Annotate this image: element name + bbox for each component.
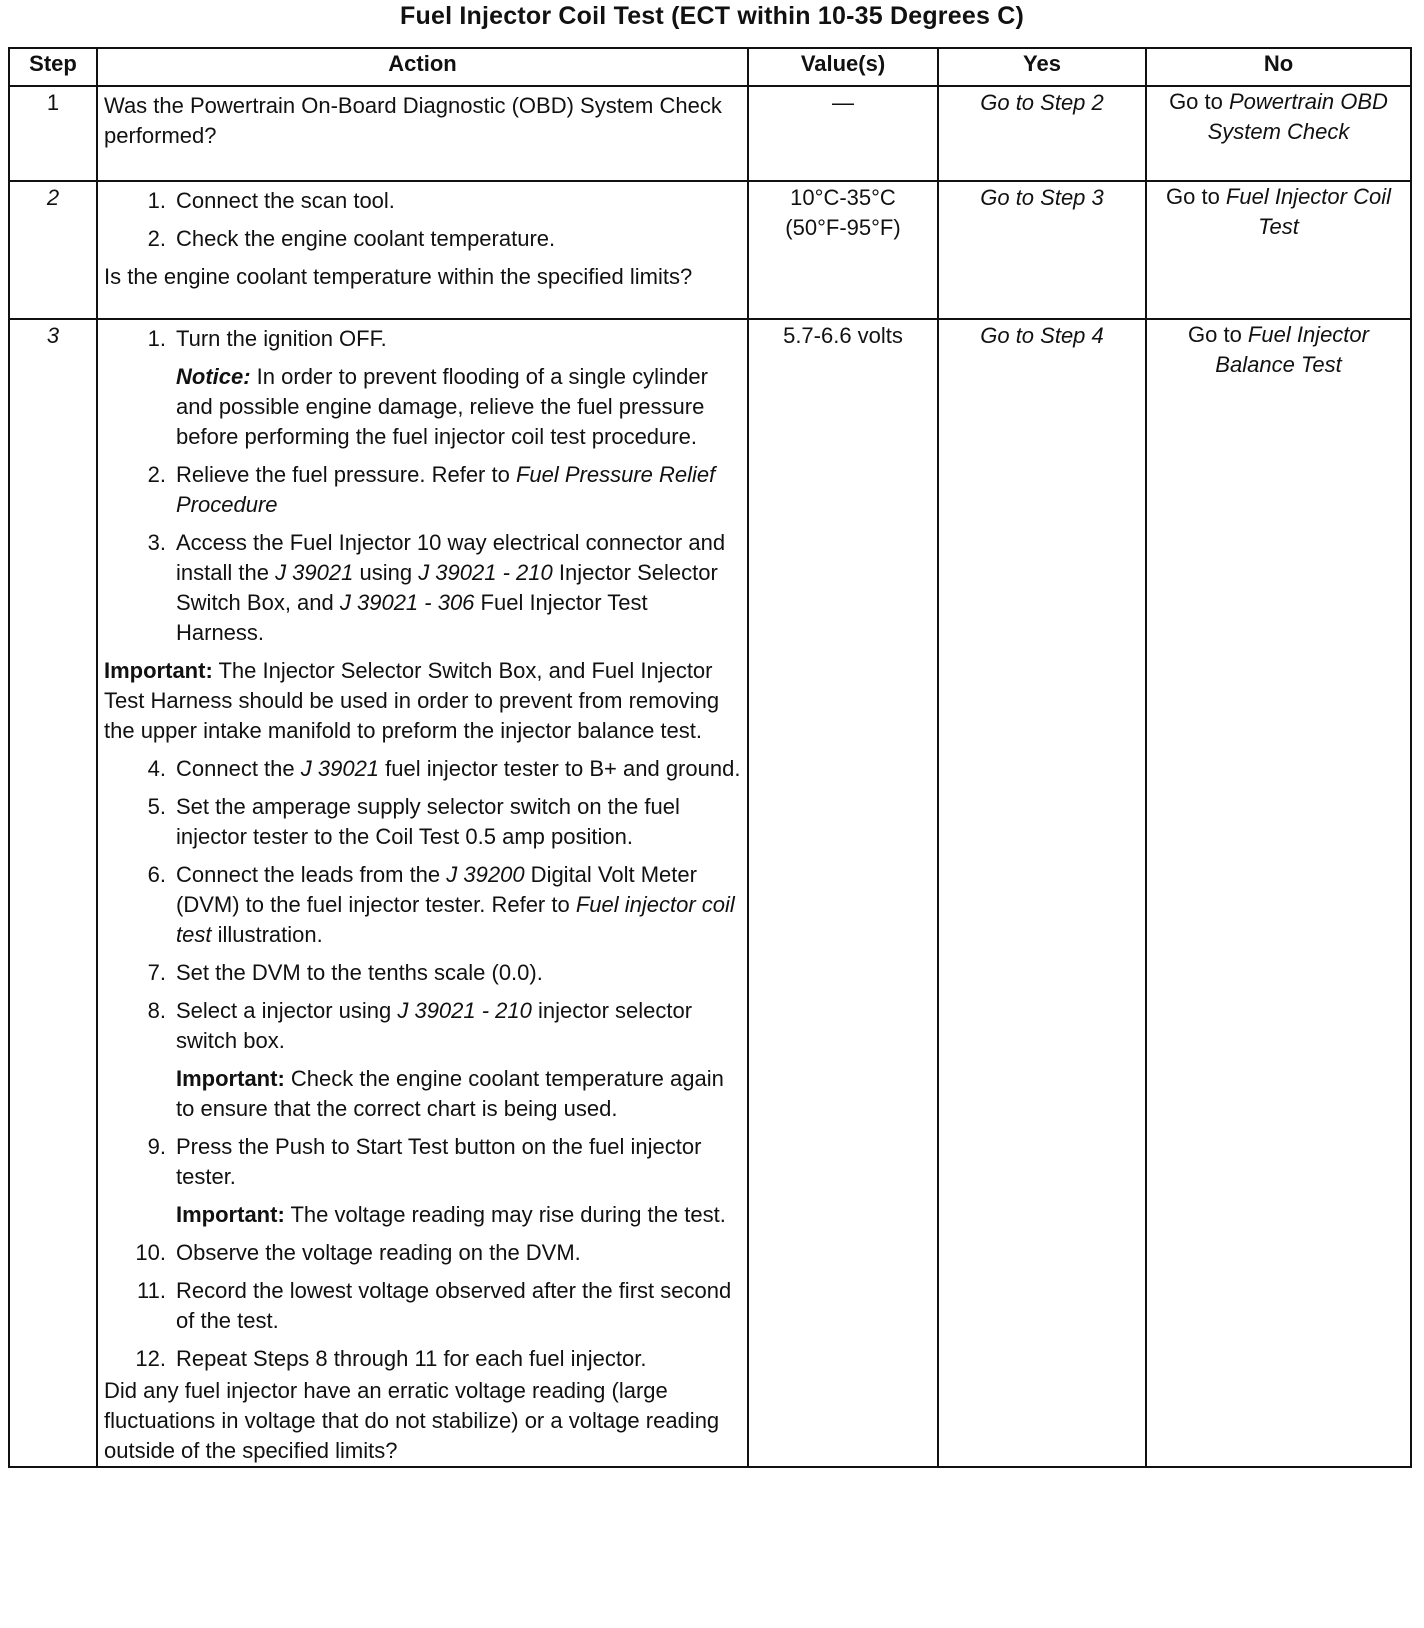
important-block — [104, 656, 741, 746]
no-cell — [1146, 181, 1411, 319]
list-number: 11. — [137, 1278, 166, 1303]
list-number: 6. — [147, 862, 166, 887]
action-list — [104, 460, 741, 648]
list-text: Connect the scan tool. — [176, 188, 395, 213]
list-item — [104, 460, 741, 520]
list-item — [104, 792, 741, 852]
header-step: Step — [9, 48, 97, 86]
no-link: Fuel Injector Coil Test — [1225, 184, 1391, 239]
list-number: 3. — [147, 530, 166, 555]
item-text: Injector Selector Switch Box, and — [176, 560, 718, 615]
item-text: fuel injector tester to B+ and ground. — [379, 756, 741, 781]
list-text: Repeat Steps 8 through 11 for each fuel injector. — [176, 1346, 647, 1371]
list-text: Check the engine coolant temperature. — [176, 226, 556, 251]
item-text: Select a injector using — [176, 998, 398, 1023]
item-text: Connect the leads from the — [176, 862, 447, 887]
list-text — [176, 460, 741, 520]
action-question: Is the engine coolant temperature within the specified limits? — [104, 264, 693, 289]
important-label: Important: — [176, 1066, 285, 1091]
value-cell — [748, 181, 938, 319]
header-row — [9, 48, 1411, 86]
item-text: Digital Volt Meter (DVM) to the fuel injector tester. Refer to — [176, 862, 697, 917]
item-text: illustration. — [211, 922, 323, 947]
action-list — [104, 324, 741, 354]
action-cell — [97, 86, 748, 181]
table-row-step-2 — [9, 181, 1411, 319]
yes-cell: Go to Step 4 — [938, 319, 1146, 1467]
step-number: 3 — [9, 319, 97, 1467]
no-prefix: Go to — [1169, 89, 1229, 114]
list-item — [104, 860, 741, 950]
yes-cell: Go to Step 2 — [938, 86, 1146, 181]
list-number: 5. — [147, 794, 166, 819]
list-number: 10. — [135, 1240, 166, 1265]
list-item — [104, 1344, 741, 1374]
list-number: 9. — [147, 1134, 166, 1159]
step-number: 2 — [9, 181, 97, 319]
list-number: 1. — [147, 188, 166, 213]
reference-link: Fuel injector coil test — [176, 892, 735, 947]
list-item — [104, 528, 741, 648]
tool-ref: J 39021 - 210 — [418, 560, 553, 585]
step-number: 1 — [9, 86, 97, 181]
list-item — [104, 996, 741, 1056]
item-text: using — [353, 560, 419, 585]
list-item — [104, 324, 741, 354]
list-text: Press the Push to Start Test button on the fuel injector tester. — [176, 1134, 702, 1189]
list-text — [176, 754, 741, 784]
tool-ref: J 39021 — [300, 756, 380, 781]
action-list — [104, 754, 741, 1056]
list-number: 1. — [147, 326, 166, 351]
notice-block — [176, 362, 741, 452]
action-question: Was the Powertrain On-Board Diagnostic (OBD) System Check performed? — [104, 93, 722, 148]
page-title: Fuel Injector Coil Test (ECT within 10-35 Degrees C) — [400, 2, 1024, 30]
diagnostic-table — [8, 47, 1412, 1468]
value-fahrenheit: (50°F-95°F) — [785, 215, 901, 240]
notice-label: Notice: — [176, 364, 251, 389]
header-no: No — [1146, 48, 1411, 86]
notice-text: In order to prevent flooding of a single cylinder and possible engine damage, relieve the fuel pressure before performing the fuel injector coil test procedure. — [176, 364, 708, 449]
list-number: 7. — [147, 960, 166, 985]
important-label: Important: — [104, 658, 213, 683]
item-text: Access the Fuel Injector 10 way electrical connector and install the — [176, 530, 726, 585]
action-list — [104, 186, 741, 254]
tool-ref: J 39021 - 210 — [397, 998, 532, 1023]
yes-cell: Go to Step 3 — [938, 181, 1146, 319]
value-celsius: 10°C-35°C — [790, 185, 896, 210]
list-number: 2. — [147, 462, 166, 487]
list-number: 12. — [135, 1346, 166, 1371]
important-label: Important: — [176, 1202, 285, 1227]
list-text: Set the DVM to the tenths scale (0.0). — [176, 960, 543, 985]
important-text: The voltage reading may rise during the test. — [284, 1202, 726, 1227]
item-text: Connect the — [176, 756, 301, 781]
reference-link: Fuel Pressure Relief Procedure — [176, 462, 716, 517]
value-cell: 5.7-6.6 volts — [748, 319, 938, 1467]
list-item — [104, 1238, 741, 1268]
list-item — [104, 186, 741, 216]
tool-ref: J 39200 — [446, 862, 525, 887]
action-list — [104, 1238, 741, 1374]
list-text — [176, 528, 741, 648]
value-cell: — — [748, 86, 938, 181]
list-text — [176, 996, 741, 1056]
tool-ref: J 39021 - 306 — [339, 590, 475, 615]
no-cell — [1146, 86, 1411, 181]
list-text: Record the lowest voltage observed after the first second of the test. — [176, 1278, 732, 1333]
list-text: Turn the ignition OFF. — [176, 326, 387, 351]
list-item — [104, 754, 741, 784]
list-text: Observe the voltage reading on the DVM. — [176, 1240, 581, 1265]
important-text: Check the engine coolant temperature again to ensure that the correct chart is being used. — [176, 1066, 724, 1121]
table-row-step-3 — [9, 319, 1411, 1467]
no-prefix: Go to — [1166, 184, 1226, 209]
important-block — [176, 1064, 741, 1124]
tool-ref: J 39021 — [275, 560, 354, 585]
important-block — [176, 1200, 741, 1230]
list-number: 8. — [147, 998, 166, 1023]
item-text: Fuel Injector Test Harness. — [176, 590, 648, 645]
list-item — [104, 224, 741, 254]
list-text — [176, 860, 741, 950]
no-cell — [1146, 319, 1411, 1467]
list-number: 4. — [147, 756, 166, 781]
no-prefix: Go to — [1188, 322, 1248, 347]
list-text: Set the amperage supply selector switch on the fuel injector tester to the Coil Test 0.5 amp position. — [176, 794, 680, 849]
header-values: Value(s) — [748, 48, 938, 86]
action-list — [104, 1132, 741, 1192]
header-yes: Yes — [938, 48, 1146, 86]
action-question: Did any fuel injector have an erratic voltage reading (large fluctuations in voltage that do not stabilize) or a voltage reading outside of the specified limits? — [104, 1378, 720, 1463]
list-item — [104, 1276, 741, 1336]
action-cell — [97, 319, 748, 1467]
item-text: injector selector switch box. — [176, 998, 693, 1053]
header-action: Action — [97, 48, 748, 86]
item-text: Relieve the fuel pressure. Refer to — [176, 462, 516, 487]
action-cell — [97, 181, 748, 319]
no-link: Fuel Injector Balance Test — [1215, 322, 1369, 377]
list-item — [104, 958, 741, 988]
list-item — [104, 1132, 741, 1192]
no-link: Powertrain OBD System Check — [1207, 89, 1388, 144]
table-row-step-1 — [9, 86, 1411, 181]
list-number: 2. — [147, 226, 166, 251]
important-text: The Injector Selector Switch Box, and Fuel Injector Test Harness should be used in order to prevent from removing the upper intake manifold to preform the injector balance test. — [104, 658, 720, 743]
